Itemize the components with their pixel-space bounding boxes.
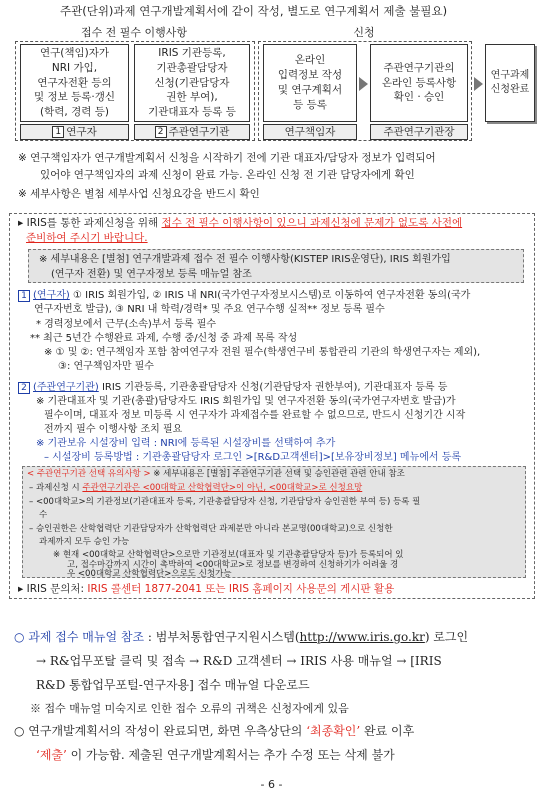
section-host-note: 전까지 필수 이행사항 조치 필요 <box>44 424 183 435</box>
section-researcher-line: 연구자번호 발급), ③ NRI 내 학력/경력* 및 주요 연구수행 실적** 정보 등록 필수 <box>34 304 385 315</box>
flow-caption-pi: 연구책임자 <box>263 124 357 140</box>
equipment-registration-path: – 시설장비 등록방법 : 기관총괄담당자 로그인 >[R&D고객센터]>[보유장비정보] 메뉴에서 등록 <box>44 452 462 463</box>
reference-note-box: ※ 세부내용은 [별첨] 연구개발과제 접수 전 필수 이행사항(KISTEP IRIS운영단), IRIS 회원가입 (연구자 전환) 및 연구자정보 등록 매뉴얼 참조 <box>28 249 524 283</box>
institution-selection-notice: < 주관연구기관 선택 유의사항 > ※ 세부내용은 [별첨] 주관연구기관 선택 및 승인관련 관련 안내 참조 – 과제신청 시 주관연구기관은 <00대학교 산학협력단>이 아닌, <00대학교>로 신청요망 – <00대학교>의 기관정보(기관대표자 등록, 기관총괄담당자 신청, 기관담당자 승인권한 부여 등) 등록 필 수 – 승인권한은 산학협력단 기관담당자가 산학협력단 과제분만 아니라 본교명(00대학교)으로 신청한 과제까지 모두 승인 가능 ※ 현재 <00대학교 산학협력단>으로만 기관정보(대표자 및 기관총괄담당자 등)가 등록되어 있 고, 접수마감까지 시간이 촉박하여 <00대학교>로 정보를 변경하여 신청하기가 어려울 경 우 <00대학교 산학협력단>으로도 신청가능 <box>22 466 526 578</box>
iris-contact: ▸ IRIS 문의처: IRIS 콜센터 1877-2041 또는 IRIS 홈페이지 사용문의 게시판 활용 <box>18 583 395 595</box>
caption-number: 2 <box>155 126 167 138</box>
section-researcher-footnote: * 경력정보에서 근무(소속)부서 등록 필수 <box>36 319 217 330</box>
caption-number: 1 <box>52 126 64 138</box>
note-line: ※ 세부사항은 별첨 세부사업 신청요강을 반드시 확인 <box>18 188 260 200</box>
section-researcher: 1 (연구자) ① IRIS 회원가입, ② IRIS 내 NRI(국가연구자정보시스템)로 이동하여 연구자전환 동의(국가 <box>18 288 526 303</box>
manual-warning: ※ 접수 매뉴얼 미숙지로 인한 접수 오류의 귀책은 신청자에게 있음 <box>30 702 349 715</box>
flow-box-complete: 연구과제 신청완료 <box>485 44 535 122</box>
final-submit-note: ‘제출’ 이 가능함. 제출된 연구개발계획서는 추가 수정 또는 삭제 불가 <box>36 748 395 762</box>
flow-caption-researcher: 1 연구자 <box>20 124 129 140</box>
section-researcher-note: ※ ① 및 ②: 연구책임자 포함 참여연구자 전원 필수(학생연구비 통합관리 기관의 학생연구자는 제외), <box>44 347 481 358</box>
section-host-institution: 2 (주관연구기관) IRIS 기관등록, 기관총괄담당자 신청(기관담당자 권한부여), 기관대표자 등록 등 <box>18 380 526 395</box>
flow-box-online-input: 온라인 입력정보 작성 및 연구계획서 등 등록 <box>263 44 357 122</box>
panel-intro: ▸ IRIS를 통한 과제신청을 위해 접수 전 필수 이행사항이 있으니 과제신청에 문제가 없도록 사전에 <box>18 217 463 229</box>
section-number: 2 <box>18 382 30 394</box>
iris-url-link[interactable]: http://www.iris.go.kr <box>299 630 425 644</box>
manual-path-cont: R&D 통합업무포털-연구자용] 접수 매뉴얼 다운로드 <box>36 678 310 692</box>
section-host-note: ※ 기관대표자 및 기관(총괄)담당자도 IRIS 회원가입 및 연구자전환 동의(국가연구자번호 발급)가 <box>36 396 456 407</box>
panel-intro-cont: 준비하여 주시기 바랍니다. <box>26 232 148 244</box>
flow-box-researcher: 연구(책임)자가 NRI 가입, 연구자전환 등의 및 정보 등록·갱신 (학력, 경력 등) <box>20 44 129 122</box>
flow-arrow-icon <box>474 77 483 91</box>
top-note: 주관(단위)과제 연구개발계획서에 같이 작성, 별도로 연구계획서 제출 불필요) <box>60 4 448 18</box>
section-number: 1 <box>18 290 30 302</box>
note-line: 있어야 연구책임자의 과제 신청이 완료 가능. 온라인 신청 전 기관 담당자에게 확인 <box>40 169 415 181</box>
group-label-apply: 신청 <box>353 26 375 39</box>
equipment-note: ※ 기관보유 시설장비 입력 : NRI에 등록된 시설장비를 선택하여 추가 <box>36 438 336 449</box>
section-researcher-note: ③: 연구책임자만 필수 <box>58 361 154 372</box>
manual-path: → R&업무포탈 클릭 및 접속 → R&D 고객센터 → IRIS 사용 매뉴얼 → [IRIS <box>36 654 442 668</box>
flow-caption-host-head: 주관연구기관장 <box>370 124 468 140</box>
flow-caption-host-institution: 2 주관연구기관 <box>134 124 250 140</box>
flow-arrow-icon <box>359 77 368 91</box>
iris-info-panel <box>9 213 535 599</box>
page-number: - 6 - <box>260 778 283 791</box>
flow-box-approval: 주관연구기관의 온라인 등록사항 확인 · 승인 <box>370 44 468 122</box>
manual-reference: ○ 과제 접수 매뉴얼 참조 : 범부처통합연구지원시스템(http://www.iris.go.kr) 로그인 <box>14 630 469 644</box>
section-researcher-footnote: ** 최근 5년간 수행완료 과제, 수행 중/신청 중 과제 목록 작성 <box>30 333 298 344</box>
note-line: ※ 연구책임자가 연구개발계획서 신청을 시작하기 전에 기관 대표자/담당자 정보가 입력되어 <box>18 152 436 164</box>
group-label-pre: 접수 전 필수 이행사항 <box>80 26 188 39</box>
final-confirm-note: ○ 연구개발계획서의 작성이 완료되면, 화면 우측상단의 ‘최종확인’ 완료 이후 <box>14 724 415 738</box>
flow-box-host-institution: IRIS 기관등록, 기관총괄담당자 신청(기관담당자 권한 부여), 기관대표자 등록 등 <box>134 44 250 122</box>
section-host-note: 필수이며, 대표자 정보 미등록 시 연구자가 과제접수를 완료할 수 없으므로, 반드시 신청기간 시작 <box>44 410 466 421</box>
